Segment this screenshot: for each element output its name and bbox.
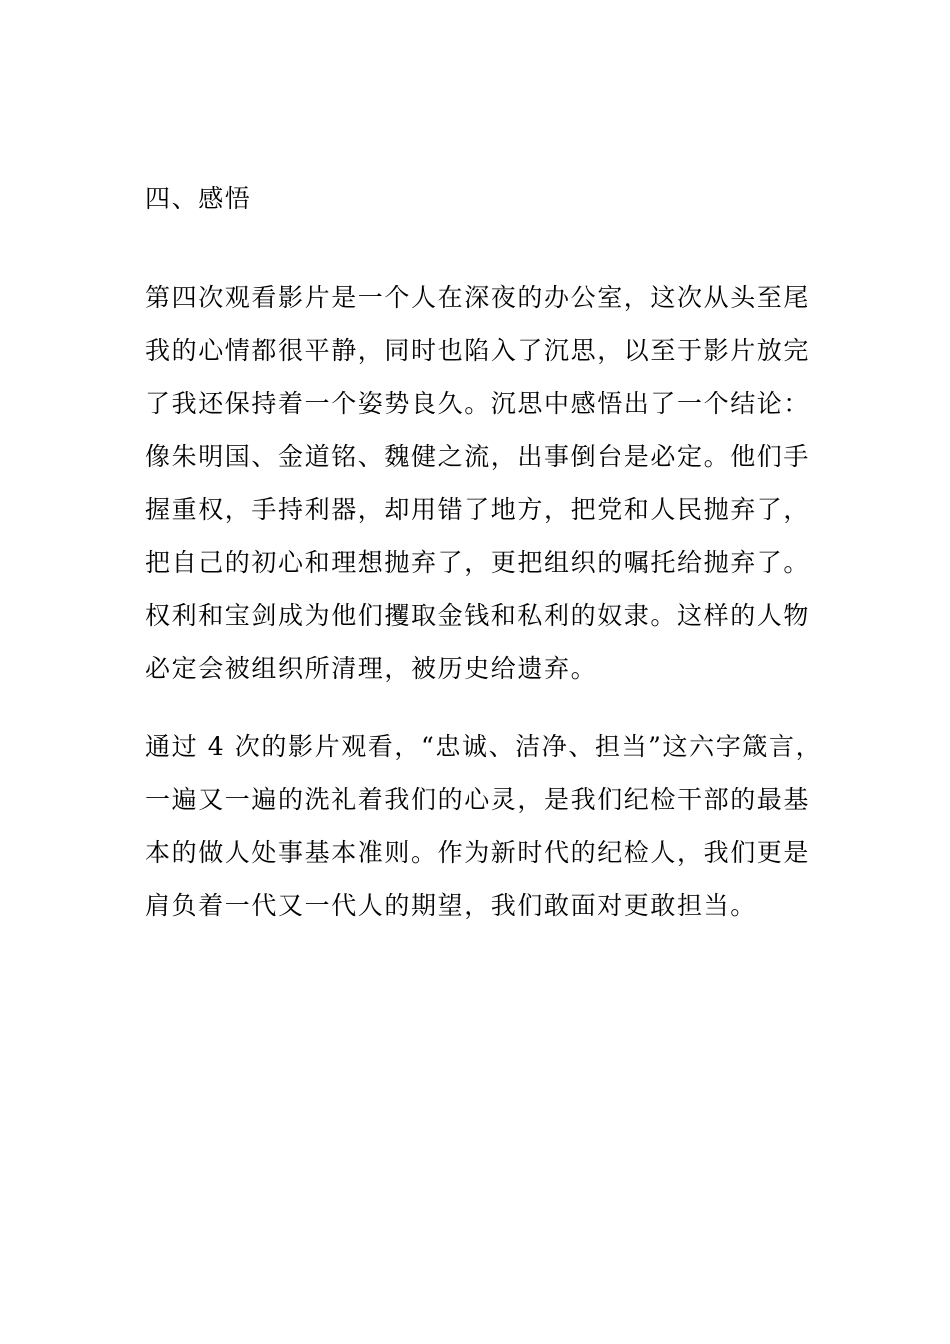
paragraph-line: 我的心情都很平静，同时也陷入了沉思，以至于影片放完 bbox=[145, 336, 811, 365]
paragraph-line: 像朱明国、金道铭、魏健之流，出事倒台是必定。他们手 bbox=[145, 442, 811, 471]
paragraph-line: 握重权，手持利器，却用错了地方，把党和人民抛弃了， bbox=[145, 495, 811, 524]
paragraph-line: 通过 4 次的影片观看，“忠诚、洁净、担当”这六字箴言， bbox=[145, 732, 823, 761]
paragraph-line: 肩负着一代又一代人的期望，我们敢面对更敢担当。 bbox=[145, 891, 757, 920]
paragraph-line: 第四次观看影片是一个人在深夜的办公室，这次从头至尾 bbox=[145, 283, 811, 312]
paragraph-line: 权利和宝剑成为他们攫取金钱和私利的奴隶。这样的人物 bbox=[145, 601, 811, 630]
paragraph-line: 必定会被组织所清理，被历史给遗弃。 bbox=[145, 654, 598, 683]
paragraph-line: 把自己的初心和理想抛弃了，更把组织的嘱托给抛弃了。 bbox=[145, 548, 811, 577]
paragraph-line: 本的做人处事基本准则。作为新时代的纪检人，我们更是 bbox=[145, 838, 811, 867]
paragraph-line: 了我还保持着一个姿势良久。沉思中感悟出了一个结论： bbox=[145, 389, 811, 418]
section-heading: 四、感悟 bbox=[145, 184, 252, 213]
paragraph-line: 一遍又一遍的洗礼着我们的心灵，是我们纪检干部的最基 bbox=[145, 785, 811, 814]
